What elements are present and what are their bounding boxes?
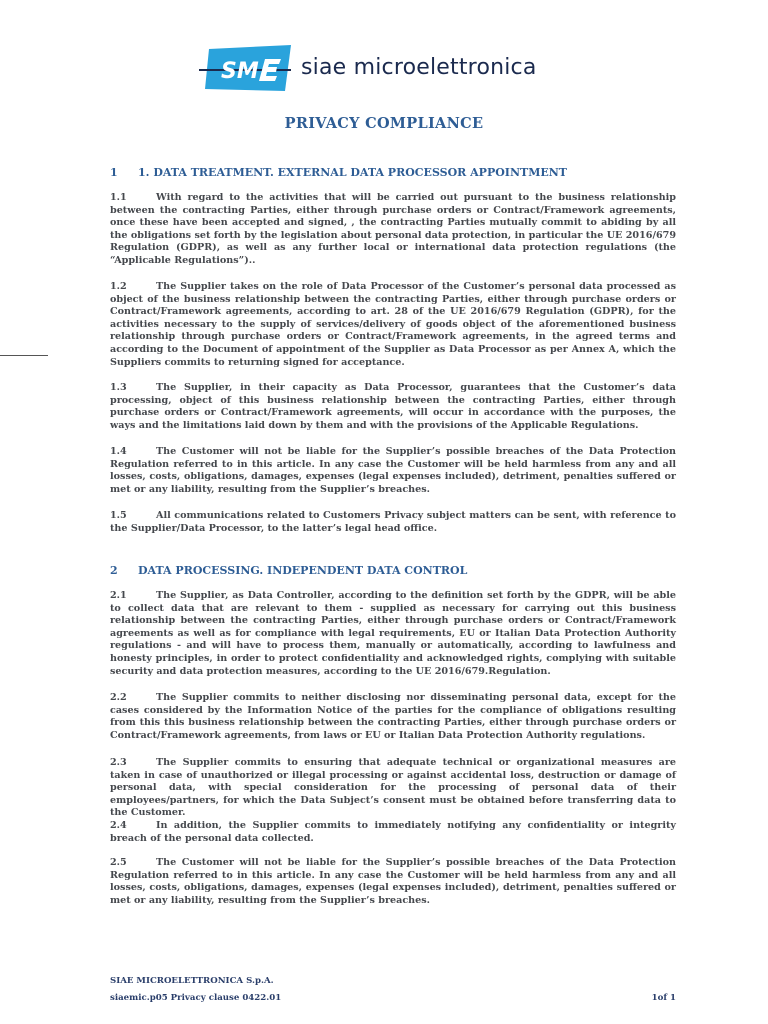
- paragraph-text: The Customer will not be liable for the Supplier’s possible breaches of the Data Protection Regulation referred to in this article. In any case the Customer will be held harmless from any and all losses, costs, obligations, damages, expenses (legal expenses included), detriment, penalties suffered or met or any liability, resulting from the Supplier’s breaches.: [110, 446, 676, 495]
- paragraph-text: The Customer will not be liable for the Supplier’s possible breaches of the Data Protection Regulation referred to in this article. In any case the Customer will be held harmless from any and all losses, costs, obligations, damages, expenses (legal expenses included), detriment, penalties suffered or met or any liability, resulting from the Supplier’s breaches.: [110, 857, 676, 906]
- paragraph-number: 1.2: [110, 281, 127, 292]
- section-1-heading: [110, 166, 680, 179]
- footer-company: SIAE MICROELETTRONICA S.p.A.: [110, 976, 274, 986]
- footer-page-number: 1of 1: [651, 993, 676, 1003]
- svg-text:SM: SM: [221, 59, 259, 84]
- paragraph-text: The Supplier takes on the role of Data Processor of the Customer’s personal data processed as object of the business relationship between the contracting Parties, either through purchase orders or Contract/Framework agreements, according to art. 28 of the UE 2016/679 Regulation (GDPR), for the activities necessary to the supply of services/delivery of goods object of the aforementioned business relationship through purchase orders or Contract/Framework agreements, in the agreed terms and according to the Document of appointment of the Supplier as Data Processor as per Annex A, which the Suppliers commits to returning signed for acceptance.: [110, 281, 676, 368]
- paragraph-1-2: [110, 281, 676, 369]
- paragraph-2-4: [110, 820, 676, 845]
- paragraph-2-3: [110, 757, 676, 820]
- paragraph-2-5: [110, 857, 676, 907]
- section-title: 1. DATA TREATMENT. EXTERNAL DATA PROCESSOR APPOINTMENT: [138, 166, 567, 179]
- paragraph-text: All communications related to Customers Privacy subject matters can be sent, with reference to the Supplier/Data Processor, to the latter’s legal head office.: [110, 510, 676, 534]
- paragraph-number: 2.1: [110, 590, 127, 601]
- company-name: siae microelettronica: [301, 55, 537, 80]
- section-number: 1: [110, 166, 118, 179]
- paragraph-text: With regard to the activities that will be carried out pursuant to the business relationship between the contracting Parties, either through purchase orders or Contract/Framework agreements, once these have been accepted and signed, , the contracting Parties mutually commit to abiding by all the obligations set forth by the legislation about personal data protection, in particular the UE 2016/679 Regulation (GDPR), as well as any further local or international data protection regulations (the “Applicable Regulations”)..: [110, 192, 676, 266]
- paragraph-2-1: [110, 590, 676, 678]
- company-logo: [199, 45, 579, 93]
- section-number: 2: [110, 564, 118, 577]
- paragraph-1-5: [110, 510, 676, 535]
- paragraph-number: 1.3: [110, 382, 127, 393]
- footer-reference: siaemic.p05 Privacy clause 0422.01: [110, 993, 282, 1003]
- section-title: DATA PROCESSING. INDEPENDENT DATA CONTROL: [138, 564, 468, 577]
- paragraph-2-2: [110, 692, 676, 742]
- margin-line: [0, 355, 48, 356]
- paragraph-number: 2.5: [110, 857, 127, 868]
- paragraph-number: 2.4: [110, 820, 127, 831]
- paragraph-1-3: [110, 382, 676, 432]
- paragraph-text: The Supplier commits to neither disclosing nor disseminating personal data, except for the cases considered by the Information Notice of the parties for the compliance of obligations resulting from this this business relationship between the contracting Parties, either through purchase orders or Contract/Framework agreements, from laws or EU or Italian Data Protection Authority regulations.: [110, 692, 676, 741]
- paragraph-text: The Supplier, in their capacity as Data Processor, guarantees that the Customer’s data processing, object of this business relationship between the contracting Parties, either through purchase orders or Contract/Framework agreements, will occur in accordance with the purposes, the ways and the limitations laid down by them and with the provisions of the Applicable Regulations.: [110, 382, 676, 431]
- paragraph-1-1: [110, 192, 676, 268]
- paragraph-number: 2.3: [110, 757, 127, 768]
- paragraph-number: 1.5: [110, 510, 127, 521]
- paragraph-1-4: [110, 446, 676, 496]
- section-2-heading: [110, 564, 680, 577]
- paragraph-number: 1.1: [110, 192, 127, 203]
- paragraph-number: 2.2: [110, 692, 127, 703]
- sme-logo-icon: [199, 45, 291, 93]
- paragraph-text: In addition, the Supplier commits to immediately notifying any confidentiality or integrity breach of the personal data collected.: [110, 820, 676, 844]
- paragraph-text: The Supplier commits to ensuring that adequate technical or organizational measures are taken in case of unauthorized or illegal processing or against accidental loss, destruction or damage of personal data, with special consideration for the processing of personal data of their employees/partners, for which the Data Subject’s consent must be obtained before transferring data to the Customer.: [110, 757, 676, 819]
- paragraph-text: The Supplier, as Data Controller, according to the definition set forth by the GDPR, will be able to collect data that are relevant to them - supplied as necessary for carrying out this business relationship between the contracting Parties, either through purchase orders or Contract/Framework agreements as well as for compliance with legal requirements, EU or Italian Data Protection Authority regulations - and will have to process them, manually or automatically, according to lawfulness and honesty principles, in order to protect confidentiality and acknowledged rights, complying with suitable security and data protection measures, according to the UE 2016/679.Regulation.: [110, 590, 676, 677]
- document-title: PRIVACY COMPLIANCE: [284, 115, 484, 132]
- paragraph-number: 1.4: [110, 446, 127, 457]
